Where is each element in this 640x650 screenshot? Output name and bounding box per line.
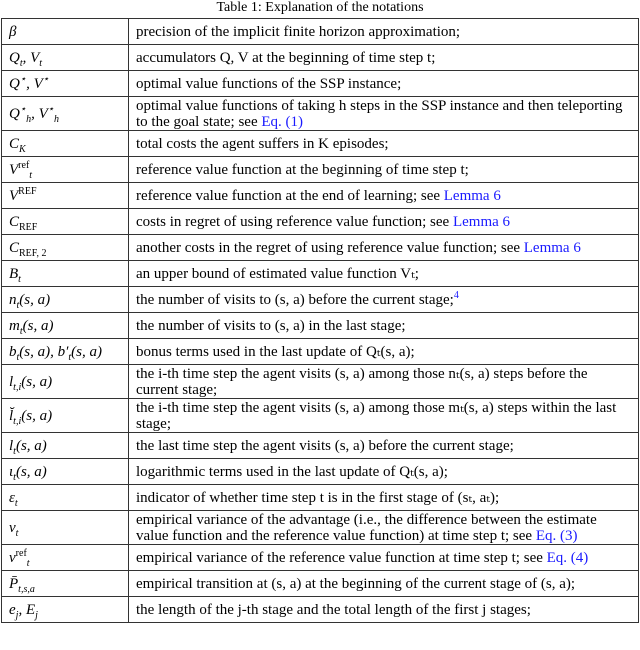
- table-row: [2, 545, 639, 571]
- notation-symbol: l: [9, 373, 14, 390]
- notation-subscript: K: [19, 143, 26, 155]
- notation-symbol: C: [9, 135, 20, 152]
- notation-cell: [2, 19, 129, 45]
- notation-cell: [2, 399, 129, 433]
- notation-symbol: Q: [9, 75, 20, 92]
- notation-subscript: t,i: [13, 415, 22, 427]
- description-text: indicator of whether time step t is in the first stage of (sₜ, aₜ);: [136, 489, 500, 506]
- description-cell: [129, 71, 639, 97]
- notation-symbol: V: [30, 49, 40, 66]
- table-row: [2, 365, 639, 399]
- notation-subscript: j: [15, 609, 19, 621]
- notation-symbol: l: [9, 437, 14, 454]
- description-text: total costs the agent suffers in K episodes;: [136, 135, 389, 152]
- notation-symbol: V: [9, 161, 19, 178]
- notation-superscript: REF: [18, 185, 37, 197]
- notation-symbol: E: [25, 601, 36, 618]
- description-text: accumulators Q, V at the beginning of time step t;: [136, 49, 436, 66]
- description-cell: [129, 571, 639, 597]
- notation-subscript: h: [26, 113, 32, 125]
- notation-subscript: t: [15, 527, 19, 539]
- reference-link[interactable]: Eq. (3): [535, 527, 578, 544]
- description-text: the i-th time step the agent visits (s, a) among those nₜ(s, a) steps before the current stage;: [136, 365, 588, 398]
- description-text: an upper bound of estimated value function Vₜ;: [136, 265, 419, 282]
- notation-args: (s, a): [15, 463, 47, 480]
- notation-symbol: P̄: [9, 575, 19, 592]
- description-cell: [129, 97, 639, 131]
- notation-subscript: t: [19, 325, 23, 337]
- description-cell: [129, 597, 639, 623]
- notation-subscript: t: [29, 169, 33, 181]
- notation-table: [1, 18, 639, 623]
- notation-cell: [2, 485, 129, 511]
- description-text: empirical transition at (s, a) at the beginning of the current stage of (s, a);: [136, 575, 576, 592]
- notation-cell: [2, 313, 129, 339]
- table-row: [2, 459, 639, 485]
- notation-subscript: t: [13, 471, 16, 483]
- notation-symbol: C: [9, 213, 20, 230]
- table-row: [2, 131, 639, 157]
- notation-symbol: ν: [9, 549, 16, 566]
- table-row: [2, 313, 639, 339]
- notation-superscript: ref: [15, 547, 27, 559]
- notation-cell: [2, 571, 129, 597]
- notation-cell: $Q^⋆_h$, $V^⋆_h$: [2, 97, 129, 131]
- description-text: empirical variance of the advantage (i.e., the difference between the estimate value function and the reference value function) at time step t; see: [136, 511, 597, 544]
- notation-cell: [2, 183, 129, 209]
- notation-symbol: b: [9, 343, 17, 360]
- notation-subscript: t,s,a: [18, 583, 35, 595]
- table-row: [2, 399, 639, 433]
- notation-symbol: V: [9, 187, 19, 204]
- notation-cell: [2, 209, 129, 235]
- table-row: [2, 209, 639, 235]
- notation-cell: $b_t(s$, a), $b'_t(s$, a): [2, 339, 129, 365]
- notation-symbol: ν: [9, 519, 16, 536]
- table-row: [2, 183, 639, 209]
- description-text: empirical variance of the reference value function at time step t; see: [136, 549, 547, 566]
- description-cell: [129, 287, 639, 313]
- table-row: [2, 485, 639, 511]
- reference-link[interactable]: Eq. (1): [261, 113, 304, 130]
- description-cell: [129, 433, 639, 459]
- notation-args: (s, a): [15, 437, 47, 454]
- notation-subscript: t: [16, 351, 20, 363]
- notation-symbol: e: [9, 601, 16, 618]
- notation-args: (s, a): [21, 407, 53, 424]
- notation-superscript: ⋆: [47, 103, 55, 115]
- notation-symbol: n: [9, 291, 17, 308]
- description-cell: [129, 313, 639, 339]
- notation-superscript: ⋆: [42, 73, 50, 85]
- description-cell: [129, 131, 639, 157]
- notation-subscript: h: [54, 113, 60, 125]
- notation-args: (s, a): [21, 373, 53, 390]
- notation-subscript: t: [26, 557, 30, 569]
- notation-symbol: B: [9, 265, 19, 282]
- notation-subscript: t: [39, 57, 43, 69]
- notation-subscript: t: [18, 273, 21, 285]
- notation-subscript: t: [14, 497, 18, 509]
- description-cell: [129, 365, 639, 399]
- description-cell: [129, 157, 639, 183]
- notation-args: (s, a): [22, 317, 54, 334]
- description-text: the i-th time step the agent visits (s, a) among those mₜ(s, a) steps within the last stage;: [136, 399, 617, 432]
- reference-link[interactable]: Eq. (4): [546, 549, 589, 566]
- description-cell: [129, 209, 639, 235]
- notation-subscript: t: [19, 57, 23, 69]
- notation-cell: $e_j$, $E_j$: [2, 597, 129, 623]
- description-text: the last time step the agent visits (s, a) before the current stage;: [136, 437, 514, 454]
- table-caption: Table 1: Explanation of the notations: [216, 0, 424, 15]
- description-text: optimal value functions of taking h steps in the SSP instance and then teleporting to the goal state; see: [136, 97, 623, 130]
- description-cell: [129, 545, 639, 571]
- description-cell: [129, 19, 639, 45]
- notation-superscript: ⋆: [19, 73, 27, 85]
- notation-symbol: b′: [57, 343, 69, 360]
- notation-subscript: t: [16, 299, 20, 311]
- notation-cell: [2, 459, 129, 485]
- description-text: the length of the j-th stage and the total length of the first j stages;: [136, 601, 531, 618]
- notation-symbol: V: [38, 105, 48, 122]
- notation-cell: [2, 545, 129, 571]
- notation-cell: [2, 433, 129, 459]
- footnote-marker[interactable]: 4: [453, 289, 459, 301]
- table-row: [2, 261, 639, 287]
- description-cell: [129, 511, 639, 545]
- description-text: optimal value functions of the SSP instance;: [136, 75, 402, 92]
- description-cell: [129, 183, 639, 209]
- description-text: bonus terms used in the last update of Qₜ(s, a);: [136, 343, 415, 360]
- notation-args: (s, a): [19, 343, 51, 360]
- description-cell: [129, 459, 639, 485]
- description-text: precision of the implicit finite horizon approximation;: [136, 23, 461, 40]
- description-text: costs in regret of using reference value function; see: [136, 213, 453, 230]
- notation-superscript: ⋆: [19, 103, 27, 115]
- description-text: another costs in the regret of using reference value function; see: [136, 239, 524, 256]
- notation-symbol: Q: [9, 49, 20, 66]
- notation-args: (s, a): [19, 291, 51, 308]
- notation-cell: [2, 287, 129, 313]
- notation-symbol: β: [9, 23, 17, 40]
- table-row: [2, 235, 639, 261]
- description-cell: [129, 45, 639, 71]
- table-row: [2, 287, 639, 313]
- notation-cell: $Q_t$, $V_t$: [2, 45, 129, 71]
- table-row: [2, 97, 639, 131]
- notation-subscript: REF: [19, 221, 38, 233]
- notation-symbol: ε: [9, 489, 15, 506]
- description-cell: [129, 485, 639, 511]
- table-row: [2, 433, 639, 459]
- notation-symbol: ι: [9, 463, 14, 480]
- description-text: reference value function at the beginning of time step t;: [136, 161, 469, 178]
- notation-symbol: l̆: [9, 407, 14, 424]
- notation-symbol: C: [9, 239, 20, 256]
- notation-symbol: Q: [9, 105, 20, 122]
- table-row: [2, 511, 639, 545]
- table-row: [2, 597, 639, 623]
- notation-subscript: t: [13, 445, 16, 457]
- notation-cell: [2, 511, 129, 545]
- reference-link[interactable]: Lemma 6: [443, 187, 501, 204]
- table-row: [2, 339, 639, 365]
- notation-cell: Q⋆, V⋆: [2, 71, 129, 97]
- table-row: [2, 71, 639, 97]
- notation-symbol: m: [9, 317, 20, 334]
- notation-cell: [2, 261, 129, 287]
- notation-args: (s, a): [71, 343, 102, 360]
- notation-symbol: V: [33, 75, 43, 92]
- notation-cell: [2, 131, 129, 157]
- description-text: the number of visits to (s, a) before the current stage;: [136, 291, 454, 308]
- table-row: [2, 45, 639, 71]
- notation-subscript: t,i: [13, 381, 22, 393]
- description-cell: [129, 261, 639, 287]
- reference-link[interactable]: Lemma 6: [523, 239, 581, 256]
- table-row: [2, 571, 639, 597]
- reference-link[interactable]: Lemma 6: [452, 213, 511, 230]
- notation-cell: [2, 157, 129, 183]
- table-row: [2, 157, 639, 183]
- description-text: logarithmic terms used in the last update of Qₜ(s, a);: [136, 463, 448, 480]
- description-cell: [129, 339, 639, 365]
- description-text: the number of visits to (s, a) in the last stage;: [136, 317, 406, 334]
- table-row: [2, 19, 639, 45]
- notation-cell: [2, 365, 129, 399]
- description-cell: [129, 399, 639, 433]
- notation-superscript: ref: [18, 159, 30, 171]
- notation-subscript: REF, 2: [19, 247, 47, 259]
- description-text: reference value function at the end of learning; see: [136, 187, 444, 204]
- description-cell: [129, 235, 639, 261]
- notation-subscript: t: [68, 351, 72, 363]
- notation-subscript: j: [35, 609, 38, 621]
- notation-cell: [2, 235, 129, 261]
